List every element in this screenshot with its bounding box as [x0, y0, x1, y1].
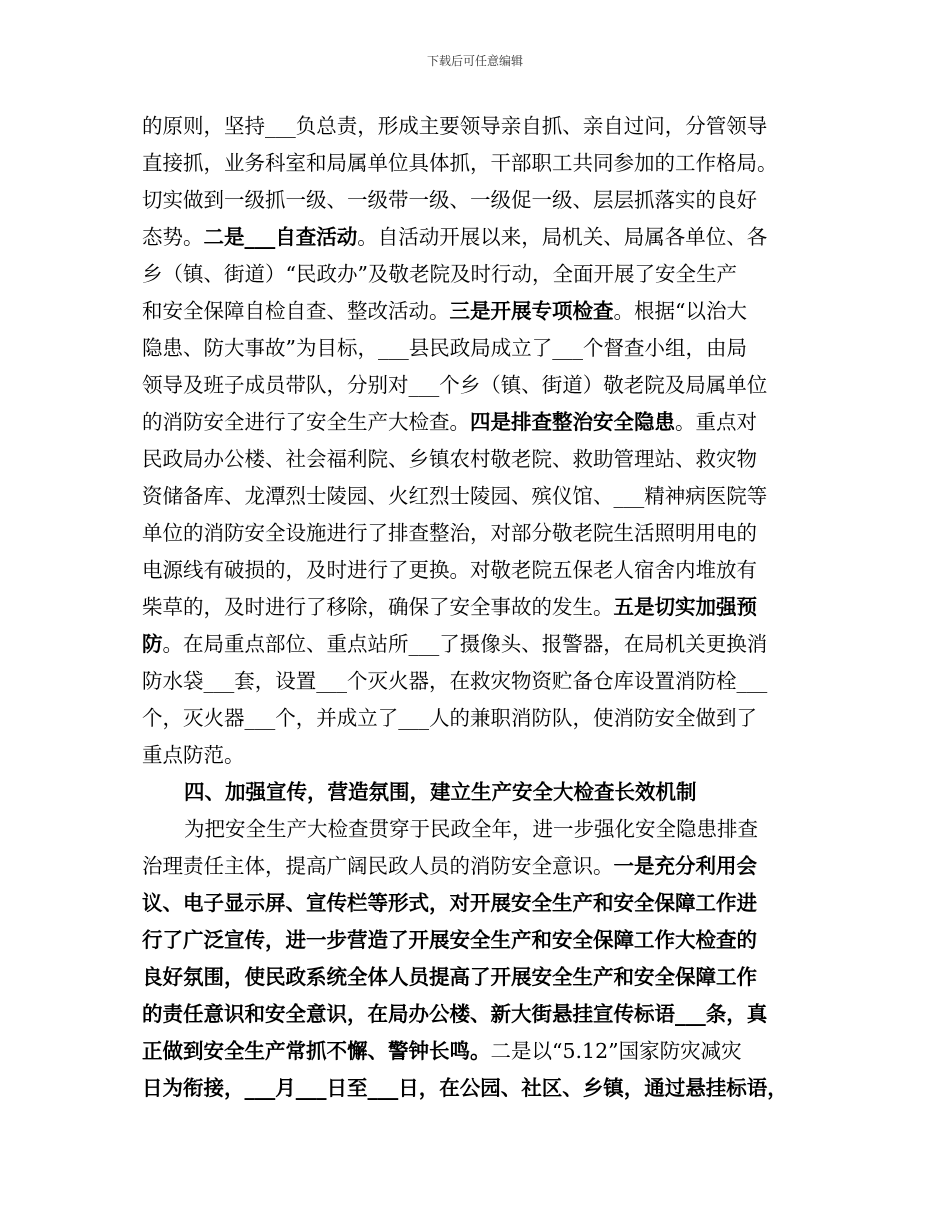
- text-segment: 电源线有破损的，及时进行了更换。对敬老院五保老人宿舍内堆放有: [142, 558, 757, 582]
- text-line: [142, 256, 818, 293]
- text-line: [142, 922, 818, 959]
- text-segment: 直接抓，业务科室和局属单位具体抓，干部职工共同参加的工作格局。: [142, 151, 778, 175]
- bold-text-segment: 的责任意识和安全意识，在局办公楼、新大街悬挂宣传标语___条，真: [142, 1002, 768, 1026]
- text-line: [142, 219, 818, 256]
- text-line: [142, 848, 818, 885]
- bold-text-segment: 一是充分利用会: [613, 854, 757, 878]
- text-segment: 态势。: [142, 225, 204, 249]
- text-segment: 为把安全生产大检查贯穿于民政全年，进一步强化安全隐患排查: [184, 817, 758, 841]
- text-segment: 柴草的，及时进行了移除，确保了安全事故的发生。: [142, 595, 614, 619]
- text-segment: 治理责任主体，提高广阔民政人员的消防安全意识。: [142, 854, 614, 878]
- bold-text-segment: 日为衔接，___月___日至___日，在公园、社区、乡镇，通过悬挂标语，: [142, 1076, 788, 1100]
- text-line: [142, 145, 818, 182]
- text-segment: 领导及班子成员带队，分别对___个乡（镇、街道）敬老院及局属单位: [142, 373, 768, 397]
- text-segment: 和安全保障自检自查、整改活动。: [142, 299, 450, 323]
- bold-text-segment: 二是___自查活动: [203, 225, 358, 249]
- text-line: [142, 404, 818, 441]
- text-segment: 的消防安全进行了安全生产大检查。: [142, 410, 470, 434]
- text-segment: 切实做到一级抓一级、一级带一级、一级促一级、层层抓落实的良好: [142, 188, 757, 212]
- text-segment: 乡（镇、街道）“民政办”及敬老院及时行动，全面开展了安全生产: [142, 262, 737, 286]
- page-header: 下载后可任意编辑: [426, 54, 523, 68]
- text-segment: 个，灭火器___个，并成立了___人的兼职消防队，使消防安全做到了: [142, 706, 757, 730]
- text-line: [142, 441, 818, 478]
- text-line: [142, 367, 818, 404]
- text-segment: 。自活动开展以来，局机关、局属各单位、各: [357, 225, 768, 249]
- bold-text-segment: 五是切实加强预: [613, 595, 757, 619]
- text-line: [142, 737, 818, 774]
- text-segment: 。根据“以治大: [613, 299, 747, 323]
- text-segment: 资储备库、龙潭烈士陵园、火红烈士陵园、殡仪馆、___精神病医院等: [142, 484, 768, 508]
- text-segment: 。重点对: [675, 410, 757, 434]
- text-line: [142, 663, 818, 700]
- text-line: [142, 552, 818, 589]
- bold-text-segment: 行了广泛宣传，进一步营造了开展安全生产和安全保障工作大检查的: [142, 928, 757, 952]
- document-body: [142, 108, 818, 1107]
- text-segment: 单位的消防安全设施进行了排查整治，对部分敬老院生活照明用电的: [142, 521, 757, 545]
- bold-text-segment: 议、电子显示屏、宣传栏等形式，对开展安全生产和安全保障工作进: [142, 891, 757, 915]
- bold-text-segment: 良好氛围，使民政系统全体人员提高了开展安全生产和安全保障工作: [142, 965, 757, 989]
- text-line: [142, 1033, 818, 1070]
- text-line: [142, 515, 818, 552]
- bold-text-segment: 防: [142, 632, 163, 656]
- text-segment: 民政局办公楼、社会福利院、乡镇农村敬老院、救助管理站、救灾物: [142, 447, 757, 471]
- text-line: [142, 626, 818, 663]
- text-line: [142, 293, 818, 330]
- text-line: [142, 996, 818, 1033]
- bold-text-segment: 四、加强宣传，营造氛围，建立生产安全大检查长效机制: [184, 780, 697, 804]
- text-segment: 防水袋___套，设置___个灭火器，在救灾物资贮备仓库设置消防栓___: [142, 669, 768, 693]
- text-line: [142, 959, 818, 996]
- text-line: [142, 108, 818, 145]
- bold-text-segment: 正做到安全生产常抓不懈、警钟长鸣。: [142, 1039, 491, 1063]
- text-segment: 重点防范。: [142, 743, 245, 767]
- text-segment: 的原则，坚持___负总责，形成主要领导亲自抓、亲自过问，分管领导: [142, 114, 768, 138]
- text-line: [142, 589, 818, 626]
- text-line: [142, 330, 818, 367]
- bold-text-segment: 四是排查整治安全隐患: [470, 410, 675, 434]
- bold-text-segment: 三是开展专项检查: [449, 299, 614, 323]
- section-heading: [142, 774, 818, 811]
- text-segment: 。在局重点部位、重点站所___了摄像头、报警器，在局机关更换消: [162, 632, 768, 656]
- text-line: [142, 885, 818, 922]
- text-line: [142, 1070, 818, 1107]
- text-line: [142, 811, 818, 848]
- text-line: [142, 700, 818, 737]
- text-line: [142, 182, 818, 219]
- text-line: [142, 478, 818, 515]
- text-segment: 二是以“5.12”国家防灾减灾: [490, 1039, 742, 1063]
- text-segment: 隐患、防大事故”为目标，___县民政局成立了___个督查小组，由局: [142, 336, 747, 360]
